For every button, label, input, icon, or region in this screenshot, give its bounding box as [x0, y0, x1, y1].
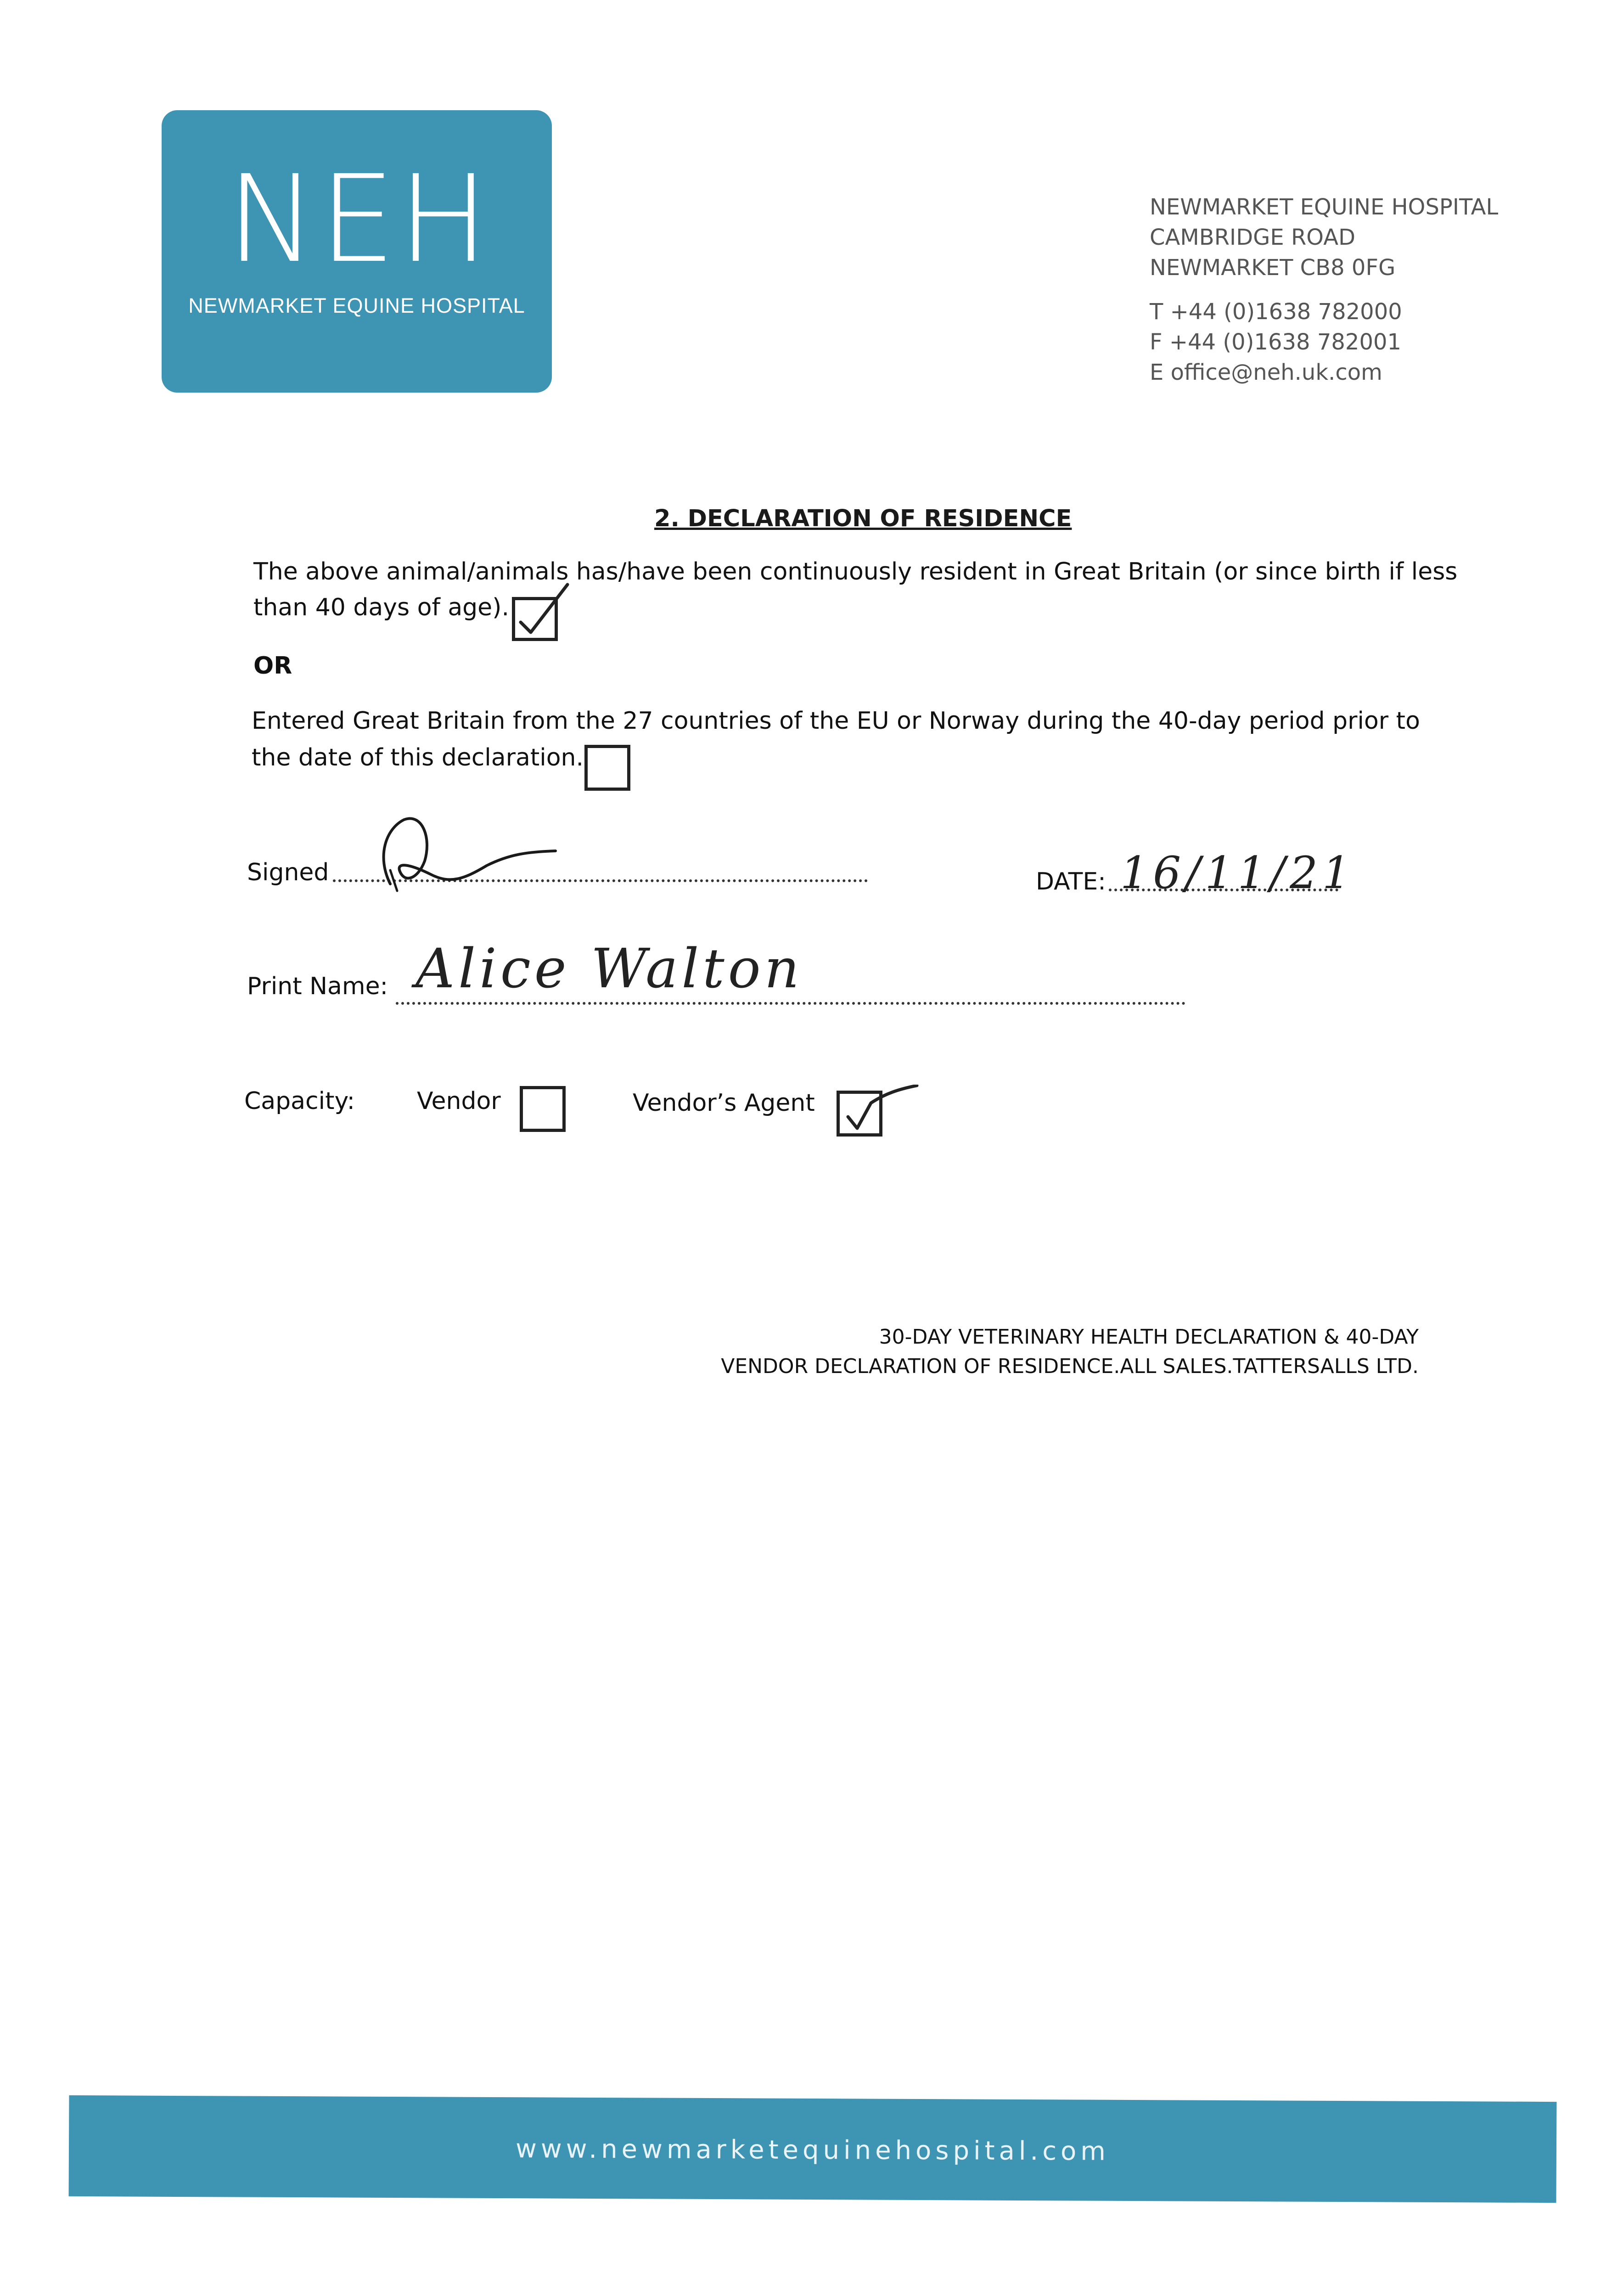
form-reference-line2: VENDOR DECLARATION OF RESIDENCE.ALL SALES.TATTERSALLS LTD. — [721, 1355, 1419, 1378]
capacity-label: Capacity: — [244, 1087, 355, 1115]
address-block — [1150, 192, 1517, 388]
fax-number: F +44 (0)1638 782001 — [1150, 329, 1402, 355]
section-heading: 2. DECLARATION OF RESIDENCE — [654, 505, 1072, 532]
option1-checkbox[interactable] — [512, 597, 558, 641]
address-line-3: NEWMARKET CB8 0FG — [1150, 255, 1396, 281]
option1-text-line1: The above animal/animals has/have been continuously resident in Great Britain (or since birth if less — [253, 558, 1458, 585]
signature-scribble — [372, 810, 578, 898]
address-line-1: NEWMARKET EQUINE HOSPITAL — [1150, 194, 1499, 220]
form-reference-line1: 30-DAY VETERINARY HEALTH DECLARATION & 40-DAY — [879, 1325, 1419, 1349]
vendor-checkbox[interactable] — [520, 1086, 566, 1132]
footer-band — [69, 2095, 1557, 2203]
form-reference-note — [680, 1322, 1419, 1381]
option1-text-line2: than 40 days of age). — [253, 594, 509, 621]
print-name-value: Alice Walton — [416, 937, 803, 1000]
logo-mark: NEH — [226, 149, 492, 289]
phone-number: T +44 (0)1638 782000 — [1150, 299, 1402, 325]
option2-text-line1: Entered Great Britain from the 27 countries of the EU or Norway during the 40-day period prior to — [252, 707, 1420, 735]
or-separator: OR — [253, 652, 292, 680]
date-label: DATE: — [1036, 868, 1106, 895]
checkmark-icon — [843, 1085, 921, 1135]
option2-checkbox[interactable] — [584, 745, 630, 791]
email-address: E office@neh.uk.com — [1150, 360, 1382, 385]
vendor-label: Vendor — [417, 1087, 501, 1115]
address-line-2: CAMBRIDGE ROAD — [1150, 225, 1356, 250]
hospital-logo — [162, 110, 552, 393]
vendors-agent-label: Vendor’s Agent — [633, 1089, 815, 1117]
signed-label: Signed — [247, 859, 329, 886]
option2-text-line2: the date of this declaration. — [252, 744, 584, 771]
logo-subtitle: NEWMARKET EQUINE HOSPITAL — [188, 294, 525, 317]
print-name-line — [396, 1002, 1185, 1005]
print-name-label: Print Name: — [247, 973, 388, 1000]
date-value: 16/11/21 — [1120, 847, 1355, 899]
checkmark-icon — [512, 582, 581, 637]
website-url: www.newmarketequinehospital.com — [515, 2134, 1110, 2167]
vendors-agent-checkbox[interactable] — [837, 1091, 882, 1137]
